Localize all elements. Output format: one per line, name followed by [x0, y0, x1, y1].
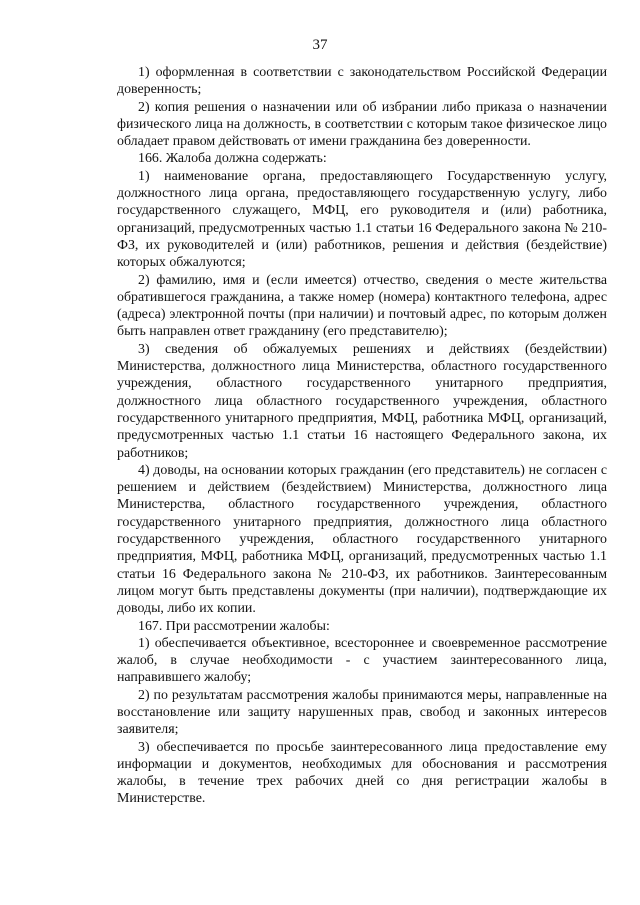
paragraph: 3) сведения об обжалуемых решениях и действиях (бездействии) Министерства, должностного лица Министерства, областного государственного учреждения, областного государственного унитарного предприятия, должностного лица областного государственного учреждения, областного государственного унитарного предприятия, МФЦ, работника МФЦ, организаций, предусмотренных частью 1.1 статьи 16 настоящего Федерального закона, их работников;	[117, 341, 607, 461]
paragraph: 4) доводы, на основании которых гражданин (его представитель) не согласен с решением и действием (бездействием) Министерства, должностного лица Министерства, областного государственного учреждения, областного государственного унитарного предприятия, должностного лица областного государственного учреждения, областного государственного унитарного предприятия, МФЦ, работника МФЦ, организаций, предусмотренных частью 1.1 статьи 16 Федерального закона № 210-ФЗ, их работников. Заинтересованным лицом могут быть представлены документы (при наличии), подтверждающие их доводы, либо их копии.	[117, 462, 607, 617]
page-number: 37	[312, 37, 328, 53]
paragraph: 2) копия решения о назначении или об избрании либо приказа о назначении физического лица на должность, в соответствии с которым такое физическое лицо обладает правом действовать от имени гражданина без доверенности.	[117, 99, 607, 150]
paragraph: 1) оформленная в соответствии с законодательством Российской Федерации доверенность;	[117, 65, 607, 98]
paragraph: 1) наименование органа, предоставляющего Государственную услугу, должностного лица органа, предоставляющего государственную услугу, либо государственного служащего, МФЦ, его руководителя и (или) работника, организаций, предусмотренных частью 1.1 статьи 16 Федерального закона № 210-ФЗ, их руководителей и (или) работников, решения и действия (бездействие) которых обжалуются;	[117, 168, 607, 271]
document-body	[117, 64, 607, 808]
paragraph: 3) обеспечивается по просьбе заинтересованного лица предоставление ему информации и документов, необходимых для обоснования и рассмотрения жалобы, в течение трех рабочих дней со дня регистрации жалобы в Министерстве.	[117, 739, 607, 807]
section-heading-167: 167. При рассмотрении жалобы:	[138, 618, 330, 634]
paragraph: 2) по результатам рассмотрения жалобы принимаются меры, направленные на восстановление или защиту нарушенных прав, свобод и законных интересов заявителя;	[117, 687, 607, 738]
paragraph: 1) обеспечивается объективное, всестороннее и своевременное рассмотрение жалоб, в случае необходимости - с участием заинтересованного лица, направившего жалобу;	[117, 635, 607, 686]
paragraph: 2) фамилию, имя и (если имеется) отчество, сведения о месте жительства обратившегося гражданина, а также номер (номера) контактного телефона, адрес (адреса) электронной почты (при наличии) и почтовый адрес, по которым должен быть направлен ответ гражданину (его представителю);	[117, 272, 607, 340]
section-heading-166: 166. Жалоба должна содержать:	[138, 151, 327, 167]
